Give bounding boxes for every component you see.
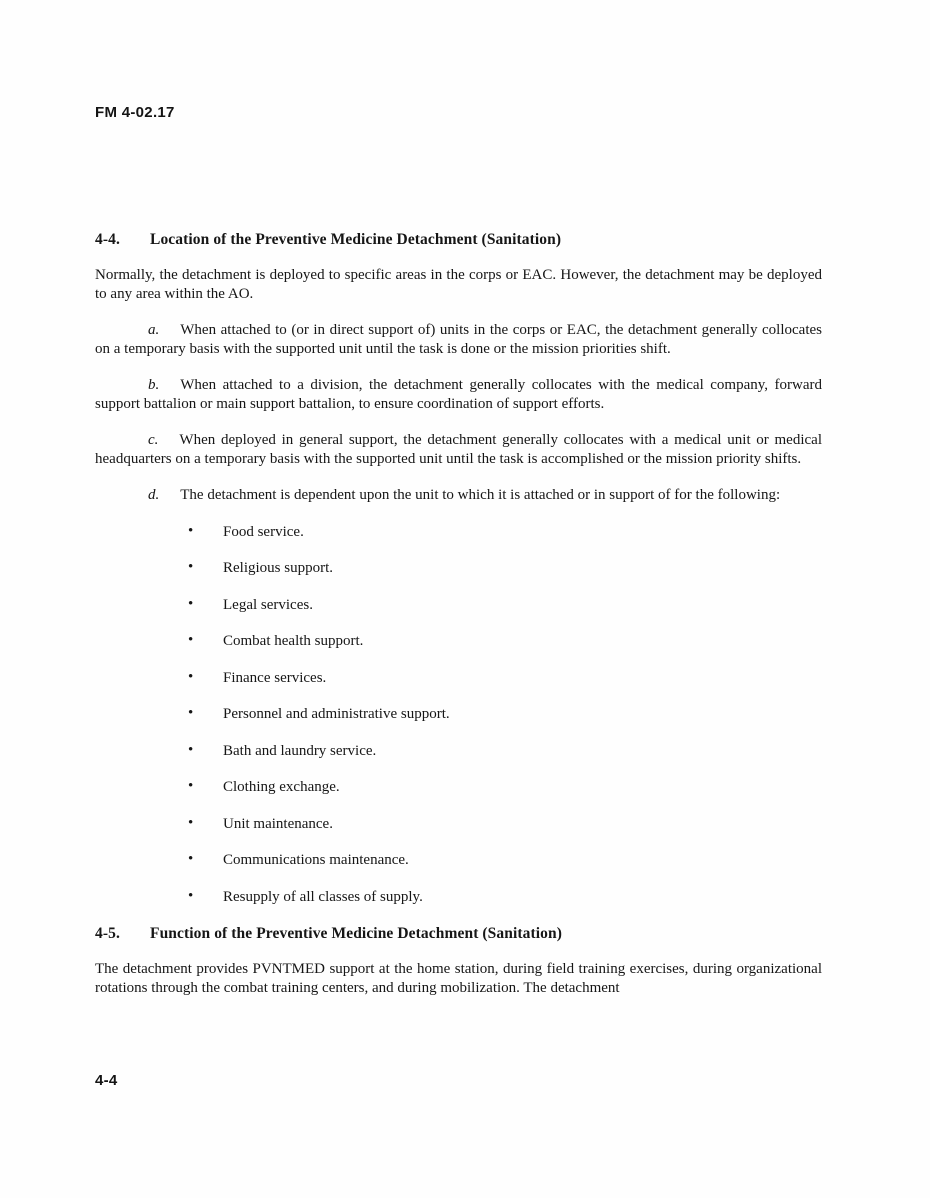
bullet-icon: • — [188, 595, 194, 612]
paragraph-d — [95, 486, 822, 505]
paragraph-a — [95, 321, 822, 358]
paragraph-b — [95, 376, 822, 413]
list-item-text: Combat health support. — [223, 633, 364, 649]
paragraph-a-text: When attached to (or in direct support of) units in the corps or EAC, the detachment generally collocates on a temporary basis with the supported unit until the task is done or the mission priorities shift. — [95, 322, 822, 357]
section-4-4-number: 4-4. — [95, 231, 120, 248]
bullet-icon: • — [188, 559, 194, 575]
section-4-5-title: Function of the Preventive Medicine Detachment (Sanitation) — [150, 925, 562, 942]
paragraph-b-text: When attached to a division, the detachment generally collocates with the medical company, forward support battalion or main support battalion, to ensure coordination of support efforts. — [95, 377, 822, 412]
bullet-icon: • — [188, 632, 194, 648]
section-4-4-title: Location of the Preventive Medicine Detachment (Sanitation) — [150, 231, 562, 248]
list-item-text: Religious support. — [223, 560, 334, 576]
list-item-text: Clothing exchange. — [223, 779, 340, 795]
list-item-text: Finance services. — [223, 669, 327, 686]
list-item — [95, 778, 822, 797]
document-number-header: FM 4-02.17 — [95, 104, 175, 121]
bullet-icon: • — [188, 851, 194, 867]
list-item — [95, 888, 822, 907]
list-item — [95, 596, 822, 615]
page-content — [95, 230, 822, 997]
paragraph-c-text: When deployed in general support, the detachment generally collocates with a medical unit or medical headquarters on a temporary basis with the supported unit until the task is accomplished or the mission priority shifts. — [95, 432, 822, 467]
paragraph-intro: Normally, the detachment is deployed to specific areas in the corps or EAC. However, the detachment may be deployed to any area within the AO. — [95, 267, 822, 302]
list-item — [95, 632, 822, 651]
page-number: 4-4 — [95, 1072, 118, 1089]
dependency-list — [95, 523, 822, 907]
bullet-icon: • — [188, 741, 194, 758]
list-item — [95, 559, 822, 578]
section-4-5-number: 4-5. — [95, 925, 120, 942]
paragraph-d-text: The detachment is dependent upon the unit to which it is attached or in support of for the following: — [180, 487, 781, 503]
bullet-icon: • — [188, 778, 194, 794]
list-item — [95, 815, 822, 834]
bullet-icon: • — [188, 668, 194, 685]
list-item-text: Personnel and administrative support. — [223, 706, 450, 722]
bullet-icon: • — [188, 705, 194, 721]
paragraph-c — [95, 431, 822, 468]
list-item-text: Legal services. — [223, 596, 313, 613]
section-4-4-heading — [95, 230, 822, 249]
list-item — [95, 742, 822, 761]
list-item-text: Communications maintenance. — [223, 852, 409, 868]
list-item — [95, 523, 822, 542]
list-item-text: Bath and laundry service. — [223, 742, 377, 759]
paragraph-b-label: b. — [148, 377, 160, 393]
list-item-text: Resupply of all classes of supply. — [223, 888, 423, 905]
list-item — [95, 669, 822, 688]
list-item-text: Food service. — [223, 523, 304, 540]
paragraph-c-label: c. — [148, 432, 159, 448]
bullet-icon: • — [188, 522, 194, 539]
list-item — [95, 705, 822, 724]
paragraph-d-label: d. — [148, 487, 160, 503]
paragraph-4-5-body: The detachment provides PVNTMED support at the home station, during field training exercises, during organizational rotations through the combat training centers, and during mobilization. The detachment — [95, 961, 822, 996]
list-item-text: Unit maintenance. — [223, 815, 333, 832]
section-4-5-heading — [95, 924, 822, 943]
bullet-icon: • — [188, 887, 194, 904]
paragraph-a-label: a. — [148, 322, 160, 338]
list-item — [95, 851, 822, 870]
bullet-icon: • — [188, 814, 194, 831]
